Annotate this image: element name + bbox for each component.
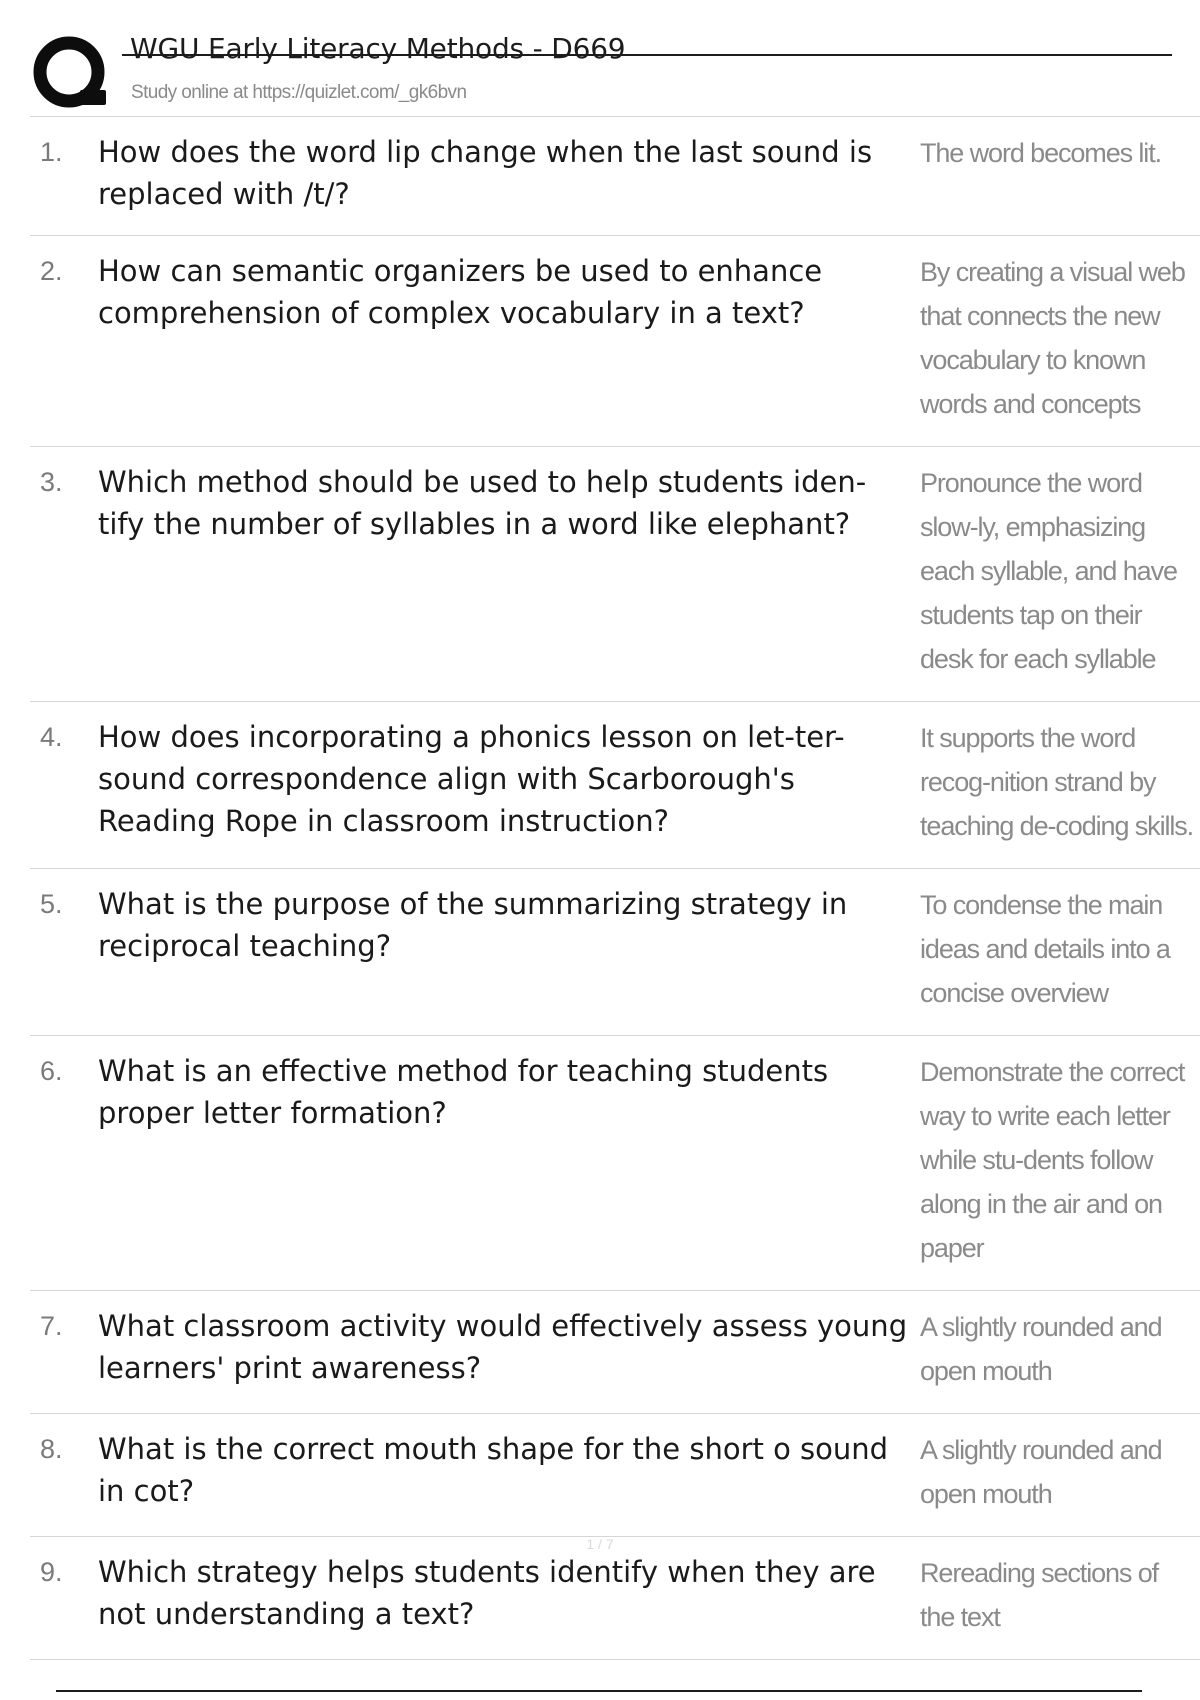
card-definition: By creating a visual web that connects the new vocabulary to known words and concepts	[920, 257, 1185, 419]
card-definition: The word becomes lit.	[920, 138, 1162, 168]
card-definition: It supports the word recog-nition strand by teaching de-coding skills.	[920, 723, 1194, 841]
flashcard-row	[30, 869, 1200, 1036]
card-number: 7.	[40, 1311, 63, 1341]
card-term: What is the purpose of the summarizing strategy in reciprocal teaching?	[98, 887, 848, 963]
document-header	[30, 28, 1140, 116]
card-number: 1.	[40, 137, 63, 167]
flashcard-row	[30, 447, 1200, 702]
card-term: What classroom activity would effectively assess young learners' print awareness?	[98, 1309, 908, 1385]
card-term: What is an effective method for teaching students proper letter formation?	[98, 1054, 829, 1130]
card-definition: To condense the main ideas and details into a concise overview	[920, 890, 1170, 1008]
study-online-link-text: Study online at https://quizlet.com/_gk6bvn	[131, 82, 467, 103]
card-term: How does incorporating a phonics lesson on let-ter-sound correspondence align with Scarborough's Reading Rope in classroom instruction?	[98, 720, 845, 838]
card-number: 8.	[40, 1434, 63, 1464]
card-term: How can semantic organizers be used to enhance comprehension of complex vocabulary in a text?	[98, 254, 823, 330]
flashcard-row	[30, 1414, 1200, 1537]
card-definition: Pronounce the word slow-ly, emphasizing each syllable, and have students tap on their desk for each syllable	[920, 468, 1177, 674]
footer-rule	[56, 1690, 1142, 1692]
flashcard-row	[30, 1291, 1200, 1414]
card-number: 9.	[40, 1557, 63, 1587]
card-definition: Rereading sections of the text	[920, 1558, 1159, 1632]
card-term: Which strategy helps students identify when they are not understanding a text?	[98, 1555, 876, 1631]
card-term: What is the correct mouth shape for the short o sound in cot?	[98, 1432, 889, 1508]
card-number: 5.	[40, 889, 63, 919]
card-number: 4.	[40, 722, 63, 752]
card-term: Which method should be used to help students iden-tify the number of syllables in a word like elephant?	[98, 465, 867, 541]
card-definition: Demonstrate the correct way to write each letter while stu-dents follow along in the air and on paper	[920, 1057, 1185, 1263]
card-number: 2.	[40, 256, 63, 286]
card-number: 3.	[40, 467, 63, 497]
card-definition: A slightly rounded and open mouth	[920, 1435, 1162, 1509]
flashcard-row	[30, 1537, 1200, 1660]
document-title: WGU Early Literacy Methods - D669	[130, 32, 626, 65]
flashcard-row	[30, 702, 1200, 869]
flashcard-list	[30, 116, 1200, 1660]
quizlet-q-logo-icon	[32, 34, 112, 114]
flashcard-row	[30, 236, 1200, 447]
card-number: 6.	[40, 1056, 63, 1086]
flashcard-row	[30, 1036, 1200, 1291]
card-definition: A slightly rounded and open mouth	[920, 1312, 1162, 1386]
card-term: How does the word lip change when the last sound is replaced with /t/?	[98, 135, 873, 211]
page-number: 1 / 7	[586, 1536, 614, 1552]
flashcard-row	[30, 117, 1200, 236]
